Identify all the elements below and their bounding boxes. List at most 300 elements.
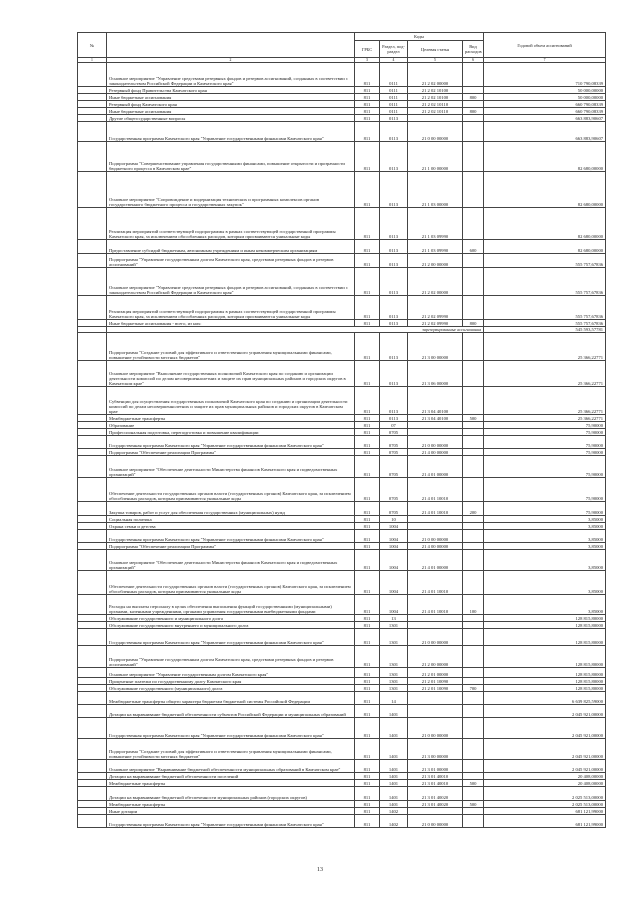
row-section: 0113 [380,333,408,361]
row-vr [463,760,484,773]
row-sum: 2 045 921,00000 [484,739,606,760]
row-grbs: 811 [355,94,380,101]
row-num [78,615,107,622]
row-num [78,415,107,422]
table-row [78,115,606,122]
row-section: 1401 [380,718,408,739]
row-vr [463,429,484,436]
row-num [78,815,107,828]
row-grbs: 811 [355,436,380,449]
row-sum: 25 366,22771 [484,333,606,361]
row-grbs: 811 [355,615,380,622]
row-sum: 50 000,00000 [484,94,606,101]
table-row [78,815,606,828]
row-name: Предоставление субсидий бюджетным, автономным учреждениям и иным некоммерческим организациям [107,240,355,254]
header-codes: Коды [355,33,484,41]
row-grbs: 811 [355,361,380,387]
row-name: Подпрограмма "Создание условий для эффективного и ответственного управления муниципальными финансами, повышение устойчивости местных бюджетов" [107,333,355,361]
row-target: 21 2 02 00000 [408,268,463,296]
table-row [78,550,606,571]
row-target: 21 3 01 40020 [408,787,463,801]
row-vr [463,122,484,142]
row-grbs: 811 [355,254,380,268]
row-grbs: 811 [355,415,380,422]
row-sum: 75,90000 [484,422,606,429]
row-vr [463,449,484,456]
row-grbs: 811 [355,718,380,739]
row-grbs: 811 [355,108,380,115]
row-target: 21 0 00 00000 [408,629,463,646]
row-name: Государственная программа Камчатского края "Управление государственными финансами Камчатского края" [107,530,355,543]
row-target [408,692,463,705]
row-target: 21 2 01 10090 [408,685,463,692]
row-name: Расходы на выплаты персоналу в целях обеспечения выполнения функций государственными (муниципальными) органами, казенными учреждениями, органами управления государственными внебюджетными фондами [107,595,355,615]
row-sum: 2 045 921,00000 [484,760,606,773]
row-name: Подпрограмма "Обеспечение реализации Программы" [107,543,355,550]
table-row [78,543,606,550]
row-section: 1401 [380,773,408,780]
row-vr: 800 [463,94,484,101]
row-grbs: 811 [355,320,380,327]
row-target: 21 1 03 09990 [408,240,463,254]
row-name: Обеспечение деятельности государственных органов власти (государственных органов) Камчатского края, за исключением обособленных расходов, которым присваиваются уникальные коды [107,478,355,502]
row-name: Государственная программа Камчатского края "Управление государственными финансами Камчатского края" [107,629,355,646]
row-num [78,422,107,429]
row-vr [463,622,484,629]
table-row [78,523,606,530]
row-num [78,622,107,629]
row-vr: 100 [463,595,484,615]
row-section: 0113 [380,415,408,422]
row-target: 21 4 00 00000 [408,449,463,456]
row-section: 0111 [380,108,408,115]
row-vr [463,808,484,815]
row-num [78,361,107,387]
row-target: 21 4 01 10010 [408,502,463,516]
header-grbs: ГРБС [355,41,380,58]
row-vr [463,478,484,502]
row-vr: 500 [463,415,484,422]
row-vr [463,208,484,240]
row-sum: 128 815,80000 [484,615,606,622]
row-grbs: 811 [355,268,380,296]
row-name: Дотации на выравнивание бюджетной обеспеченности поселений [107,773,355,780]
row-name: Обслуживание государственного (муниципального) долга [107,685,355,692]
table-row [78,172,606,208]
row-name: Другие общегосударственные вопросы [107,115,355,122]
row-sum: 75,90000 [484,478,606,502]
table-row [78,530,606,543]
row-grbs: 811 [355,142,380,172]
row-section: 0705 [380,502,408,516]
row-sum: 555 757,67836 [484,268,606,296]
row-sum: 82 680,00000 [484,142,606,172]
row-section: 07 [380,422,408,429]
row-num [78,760,107,773]
row-sum: 681 121,99000 [484,808,606,815]
row-name: Иные бюджетные ассигнования [107,108,355,115]
row-section: 0113 [380,254,408,268]
row-vr [463,333,484,361]
row-num [78,296,107,320]
row-name: Закупка товаров, работ и услуг для обеспечения государственных (муниципальных) нужд [107,502,355,516]
row-target: 21 4 00 00000 [408,543,463,550]
table-row [78,502,606,516]
row-section: 1401 [380,780,408,787]
row-target: 21 1 03 09990 [408,208,463,240]
row-num [78,122,107,142]
col-number: 5 [408,58,463,63]
budget-table [77,32,606,828]
row-grbs: 811 [355,773,380,780]
row-num [78,333,107,361]
row-section: 0113 [380,208,408,240]
table-row [78,415,606,422]
row-target: 21 3 00 00000 [408,333,463,361]
row-sum: 75,90000 [484,449,606,456]
table-row [78,122,606,142]
row-sum: 128 815,80000 [484,629,606,646]
row-vr [463,739,484,760]
row-sum: 6 639 825,59000 [484,692,606,705]
row-target: 21 3 04 40100 [408,415,463,422]
row-section: 0705 [380,429,408,436]
row-vr [463,87,484,94]
row-name: Основное мероприятие "Обеспечение деятельности Министерства финансов Камчатского края и подведомственных организаций" [107,550,355,571]
row-name: Иные бюджетные ассигнования [107,94,355,101]
reserved-note-sum: 545 593,57781 [484,327,606,333]
row-section: 1401 [380,760,408,773]
row-num [78,629,107,646]
row-target: 21 3 04 40100 [408,387,463,415]
row-sum: 82 680,00000 [484,240,606,254]
row-section: 0705 [380,478,408,502]
row-sum: 75,90000 [484,436,606,449]
row-target: 21 2 02 10100 [408,87,463,94]
row-section: 1301 [380,668,408,678]
reserved-note-label: зарезервированные ассигнования [107,327,484,333]
row-grbs: 811 [355,760,380,773]
row-sum: 75,90000 [484,429,606,436]
row-grbs: 811 [355,692,380,705]
table-body-part-1 [78,63,606,327]
row-vr [463,718,484,739]
row-num [78,436,107,449]
row-sum: 75,90000 [484,456,606,478]
row-vr [463,361,484,387]
row-num [78,449,107,456]
row-num [78,692,107,705]
table-row [78,87,606,94]
row-name: Основное мероприятие "Обеспечение деятельности Министерства финансов Камчатского края и подведомственных организаций" [107,456,355,478]
row-vr [463,646,484,668]
row-target [408,422,463,429]
table-row [78,571,606,595]
table-row [78,773,606,780]
row-sum: 82 680,00000 [484,172,606,208]
row-num [78,320,107,327]
header-num: № [78,33,107,58]
row-grbs: 811 [355,87,380,94]
row-target [408,705,463,718]
row-vr [463,296,484,320]
table-row [78,101,606,108]
row-target: 21 4 01 10010 [408,478,463,502]
row-section: 0113 [380,115,408,122]
row-name: Основное мероприятие "Управление государственным долгом Камчатского края" [107,668,355,678]
row-name: Резервный фонд Правительства Камчатского края [107,87,355,94]
row-section: 1301 [380,629,408,646]
row-name: Дотации на выравнивание бюджетной обеспеченности муниципальных районов (городских округов) [107,787,355,801]
row-num [78,208,107,240]
row-target [408,615,463,622]
row-section: 1401 [380,739,408,760]
row-target: 21 0 00 00000 [408,815,463,828]
row-sum: 20 408,00000 [484,780,606,787]
table-row [78,63,606,87]
row-section: 0111 [380,101,408,108]
header-vr: Вид расходов [463,41,484,58]
row-num [78,478,107,502]
row-target: 21 0 00 00000 [408,436,463,449]
row-grbs: 811 [355,523,380,530]
row-grbs: 811 [355,502,380,516]
row-grbs: 811 [355,240,380,254]
row-name: Основное мероприятие "Выравнивание бюджетной обеспеченности муниципальных образований в Камчатском крае" [107,760,355,773]
row-name: Государственная программа Камчатского края "Управление государственными финансами Камчатского края" [107,815,355,828]
row-grbs: 811 [355,787,380,801]
row-sum: 128 815,80000 [484,646,606,668]
table-row [78,705,606,718]
header-row-1 [78,33,606,41]
row-sum: 82 680,00000 [484,208,606,240]
row-section: 1004 [380,550,408,571]
row-grbs: 811 [355,333,380,361]
table-row [78,678,606,685]
row-sum: 663 883,90607 [484,122,606,142]
row-grbs: 811 [355,530,380,543]
row-section: 1004 [380,523,408,530]
row-section: 0113 [380,122,408,142]
row-name: Образование [107,422,355,429]
row-target: 21 3 00 00000 [408,739,463,760]
row-section: 0705 [380,449,408,456]
row-section: 1402 [380,815,408,828]
row-target [408,808,463,815]
header-name [107,33,355,58]
row-section: 1004 [380,571,408,595]
row-target: 21 2 02 09990 [408,320,463,327]
row-name: Подпрограмма "Управление государственным долгом Камчатского края, средствами резервных фондов и резервов ассигнований" [107,254,355,268]
row-vr: 600 [463,240,484,254]
row-target: 21 2 02 09990 [408,296,463,320]
row-sum: 663 883,90607 [484,115,606,122]
row-grbs: 811 [355,63,380,87]
row-vr [463,692,484,705]
row-grbs: 811 [355,516,380,523]
row-target: 21 3 01 40010 [408,773,463,780]
row-sum: 25 366,22771 [484,387,606,415]
row-num [78,429,107,436]
table-row [78,422,606,429]
row-vr [463,678,484,685]
row-target: 21 4 01 00000 [408,550,463,571]
row-target: 21 4 01 10010 [408,595,463,615]
row-vr: 200 [463,502,484,516]
row-sum: 75,90000 [484,502,606,516]
row-sum: 3,85000 [484,550,606,571]
row-grbs: 811 [355,387,380,415]
row-target: 21 0 00 00000 [408,122,463,142]
row-name: Иные бюджетные ассигнования - всего, из них: [107,320,355,327]
row-num [78,516,107,523]
row-num [78,543,107,550]
row-name: Межбюджетные трансферты общего характера бюджетам бюджетной системы Российской Федерации [107,692,355,705]
page-number: 13 [317,867,323,873]
row-section: 1402 [380,808,408,815]
row-target [408,516,463,523]
row-sum: 710 790,08339 [484,63,606,87]
row-num [78,801,107,808]
row-vr [463,268,484,296]
row-num [78,678,107,685]
table-row [78,718,606,739]
row-section: 0113 [380,296,408,320]
row-target: 21 3 06 00000 [408,361,463,387]
table-row [78,692,606,705]
table-row [78,456,606,478]
row-section: 0705 [380,436,408,449]
row-vr [463,530,484,543]
table-row [78,808,606,815]
row-target [408,523,463,530]
row-target [408,622,463,629]
row-target: 21 1 03 00000 [408,172,463,208]
row-section: 1004 [380,543,408,550]
row-name: Государственная программа Камчатского края "Управление государственными финансами Камчатского края" [107,122,355,142]
row-section: 0113 [380,320,408,327]
row-num [78,739,107,760]
row-target: 21 2 02 00000 [408,63,463,87]
row-section: 10 [380,516,408,523]
row-vr [463,773,484,780]
row-sum: 128 815,80000 [484,678,606,685]
row-section: 0113 [380,387,408,415]
row-num [78,456,107,478]
table-row [78,296,606,320]
row-sum: 50 000,00000 [484,87,606,94]
row-section: 0113 [380,361,408,387]
row-name: Обслуживание государственного и муниципального долга [107,615,355,622]
row-section: 0113 [380,172,408,208]
table-row [78,685,606,692]
row-num [78,502,107,516]
row-grbs: 811 [355,668,380,678]
row-num [78,685,107,692]
row-num [78,240,107,254]
table-row [78,629,606,646]
row-target: 21 4 01 00000 [408,456,463,478]
row-name: Межбюджетные трансферты [107,415,355,422]
row-grbs: 811 [355,172,380,208]
row-sum: 128 815,80000 [484,668,606,678]
row-grbs: 811 [355,449,380,456]
row-vr [463,571,484,595]
row-name: Социальная политика [107,516,355,523]
row-grbs: 811 [355,550,380,571]
row-name: Межбюджетные трансферты [107,780,355,787]
row-num [78,523,107,530]
row-num [78,94,107,101]
table-row [78,760,606,773]
row-sum: 25 366,22771 [484,415,606,422]
col-number: 7 [484,58,606,63]
row-sum: 3,85000 [484,595,606,615]
row-sum: 555 757,67836 [484,320,606,327]
row-num [78,705,107,718]
row-num [78,646,107,668]
row-sum: 555 757,67836 [484,296,606,320]
table-row [78,254,606,268]
row-target [408,115,463,122]
col-number: 2 [107,58,355,63]
row-section: 0111 [380,63,408,87]
row-sum: 20 408,00000 [484,773,606,780]
row-num [78,595,107,615]
row-vr [463,142,484,172]
row-section: 1301 [380,678,408,685]
row-num [78,87,107,94]
row-section: 1004 [380,595,408,615]
row-vr [463,422,484,429]
row-grbs: 811 [355,815,380,828]
row-target: 21 2 00 00000 [408,646,463,668]
row-target: 21 2 00 00000 [408,254,463,268]
row-num [78,172,107,208]
row-section: 0111 [380,87,408,94]
row-target: 21 2 01 00000 [408,668,463,678]
row-name: Подпрограмма "Управление государственным долгом Камчатского края, средствами резервных фондов и резервов ассигнований" [107,646,355,668]
row-grbs: 811 [355,685,380,692]
row-name: Подпрограмма "Обеспечение реализации Программы" [107,449,355,456]
row-section: 1301 [380,685,408,692]
row-sum: 3,85000 [484,516,606,523]
row-target: 21 2 02 10110 [408,108,463,115]
row-num [78,550,107,571]
row-vr: 800 [463,320,484,327]
row-grbs: 811 [355,208,380,240]
row-section: 1004 [380,530,408,543]
header-amount: Годовой объем ассигнований [484,33,606,58]
col-number: 4 [380,58,408,63]
row-grbs: 811 [355,739,380,760]
table-row [78,595,606,615]
row-target: 21 0 00 00000 [408,718,463,739]
row-grbs: 811 [355,122,380,142]
row-num [78,718,107,739]
row-name: Охрана семьи и детства [107,523,355,530]
row-section: 0705 [380,456,408,478]
row-num [78,387,107,415]
row-grbs: 811 [355,101,380,108]
table-row [78,739,606,760]
row-section: 14 [380,692,408,705]
row-target [408,429,463,436]
table-row [78,142,606,172]
row-vr [463,254,484,268]
row-num [78,571,107,595]
table-row [78,94,606,101]
